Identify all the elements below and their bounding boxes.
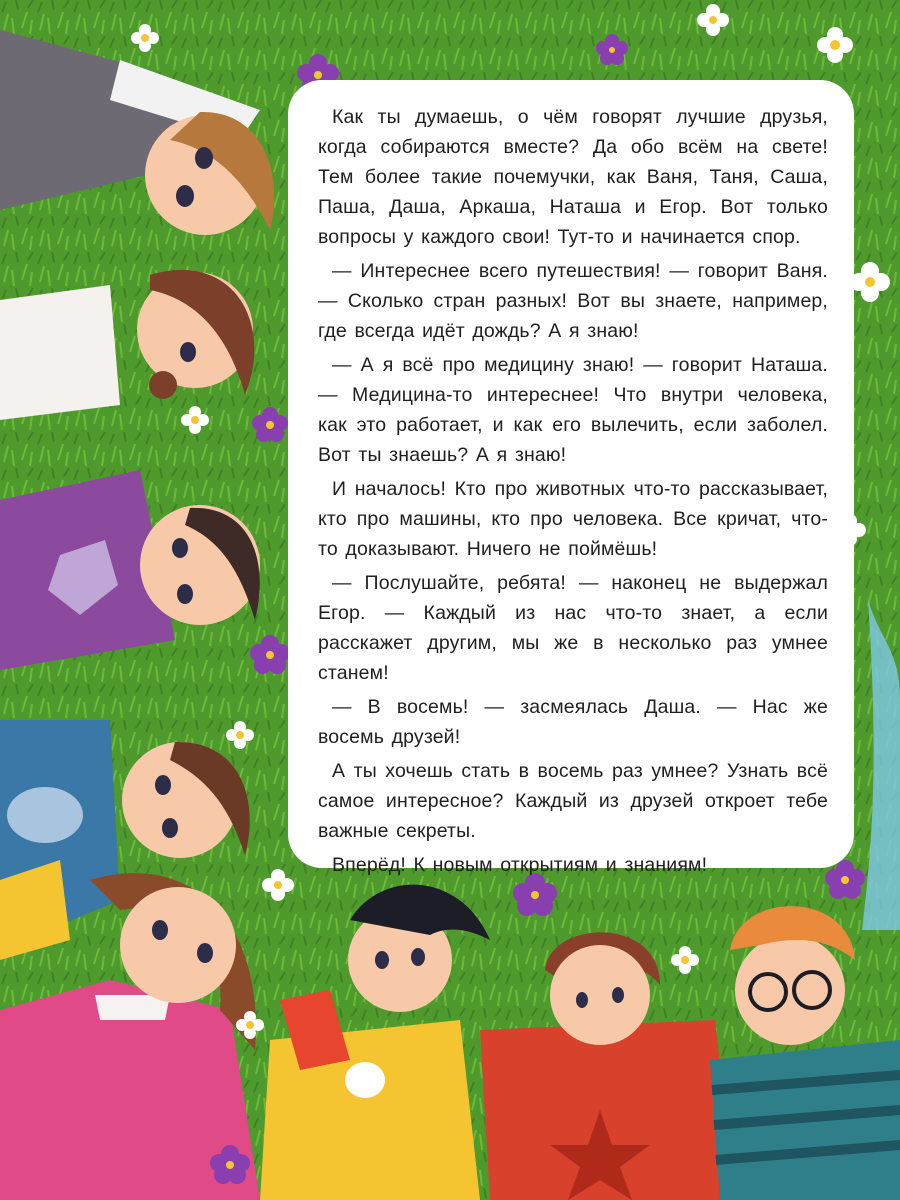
story-text-panel: [288, 80, 854, 876]
story-paragraph-6: — В восемь! — засмеялась Даша. — Нас же восемь друзей!: [318, 696, 828, 748]
story-paragraph-2: — Интереснее всего путешествия! — говорит Ваня. — Сколько стран разных! Вот вы знаете, например, где всегда идёт дождь? А я знаю!: [318, 260, 828, 342]
story-paragraph-5: — Послушайте, ребята! — наконец не выдержал Егор. — Каждый из нас что-то знает, а если расскажет другим, мы же в несколько раз умнее станем!: [318, 572, 828, 684]
story-paragraph-8: Вперёд! К новым открытиям и знаниям!: [332, 854, 708, 876]
story-paragraph-3: — А я всё про медицину знаю! — говорит Наташа. — Медицина-то интереснее! Что внутри человека, как это работает, и как его вылечить, если заболел. Вот ты знаешь? А я знаю!: [318, 354, 828, 466]
story-paragraph-4: И началось! Кто про животных что-то рассказывает, кто про машины, кто про человека. Все кричат, что-то доказывают. Ничего не поймёшь!: [318, 478, 828, 560]
story-paragraph-7: А ты хочешь стать в восемь раз умнее? Узнать всё самое интересное? Каждый из друзей откроет тебе важные секреты.: [318, 760, 828, 842]
story-paragraph-1: Как ты думаешь, о чём говорят лучшие друзья, когда собираются вместе? Да обо всём на свете! Тем более такие почемучки, как Ваня, Таня, Саша, Паша, Даша, Аркаша, Наташа и Егор. Вот только вопросы у каждого свои! Тут-то и начинается спор.: [318, 106, 828, 248]
